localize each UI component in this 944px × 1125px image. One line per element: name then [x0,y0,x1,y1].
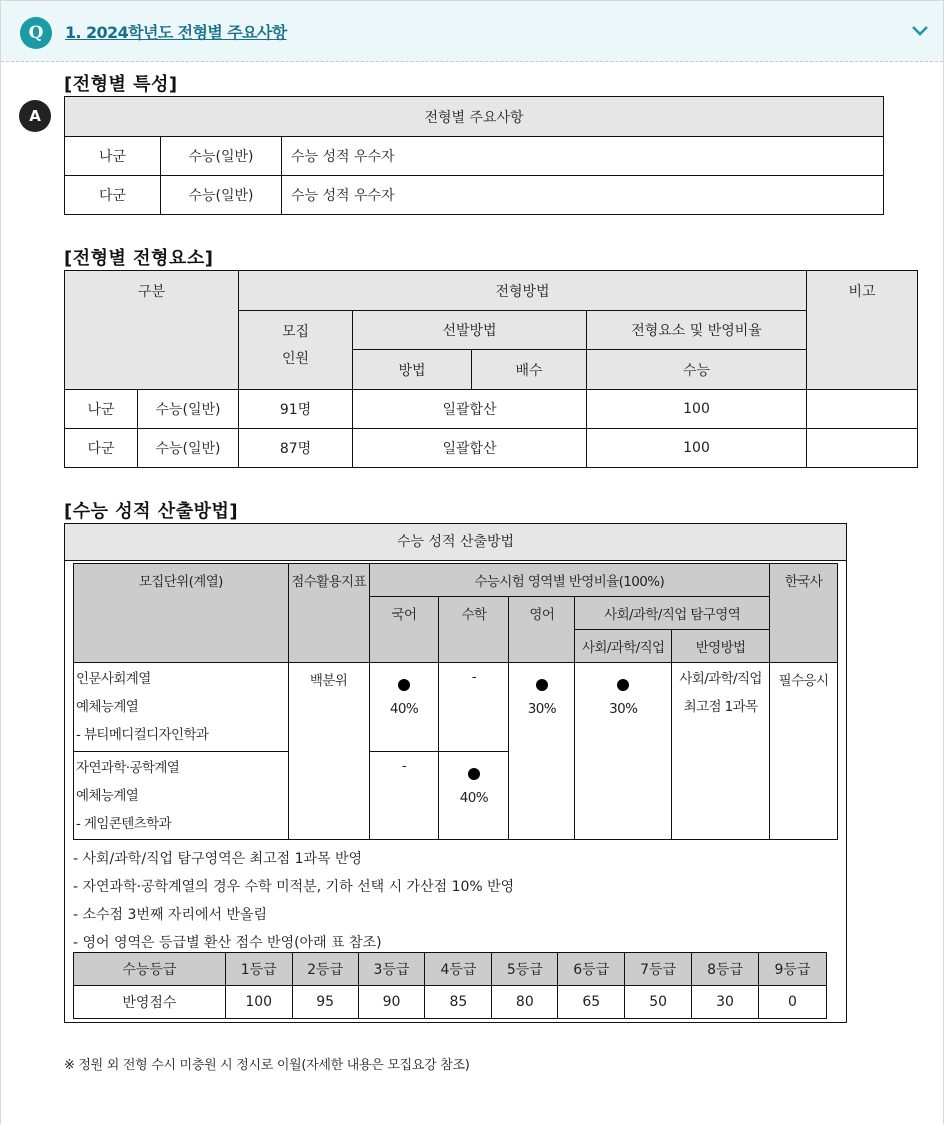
grade-cell: 3등급 [358,953,425,986]
inquiry-method-cell [672,663,770,840]
inquiry-method-line: 최고점 1과목 [683,699,758,715]
score-cell: 90 [358,986,425,1019]
table-row [65,429,918,468]
type-cell: 수능(일반) [161,176,282,215]
score-cell: 95 [292,986,358,1019]
selection-cell: 일괄합산 [353,429,587,468]
desc-cell: 수능 성적 우수자 [282,176,884,215]
selection-cell: 일괄합산 [353,390,587,429]
note-item: - 사회/과학/직업 탐구영역은 최고점 1과목 반영 [73,851,363,867]
section-title-calculation: [수능 성적 산출방법] [64,501,239,522]
score-label: 반영점수 [74,986,226,1019]
table-header: 전형별 주요사항 [65,97,884,137]
group-cell: 나군 [65,137,161,176]
grade-cell: 1등급 [225,953,292,986]
english-cell [509,663,575,840]
elements-table [64,270,918,468]
group-cell: 나군 [65,390,138,429]
math-value: 40% [459,790,489,806]
index-cell: 백분위 [288,663,369,840]
korean-cell [369,663,439,752]
calculation-table [73,563,838,840]
score-cell: 80 [492,986,558,1019]
note-item: - 영어 영역은 등급별 환산 점수 반영(아래 표 참조) [73,935,382,951]
filled-circle-icon [617,679,629,691]
section-title-elements: [전형별 전형요소] [64,248,214,269]
math-cell [439,752,509,840]
quota-cell: 91명 [239,390,353,429]
quota-header-line: 인원 [281,351,310,367]
group-cell: 다군 [65,176,161,215]
score-cell: 100 [225,986,292,1019]
score-cell: 30 [692,986,759,1019]
question-title-link[interactable]: 1. 2024학년도 전형별 주요사항 [65,23,287,42]
unit-cell [74,752,289,840]
multiple-header: 배수 [472,350,587,390]
chevron-down-icon[interactable] [911,25,929,37]
ratio-header: 수능시험 영역별 반영비율(100%) [369,564,770,597]
table-row [65,390,918,429]
inquiry-cell [575,663,672,840]
unit-line: - 뷰티메디컬디자인학과 [76,727,209,743]
score-cell: 0 [759,986,827,1019]
section-title-characteristics: [전형별 특성] [64,74,178,95]
math-cell: - [439,663,509,752]
korean-value: 40% [389,701,419,717]
quota-header-line: 모집 [281,324,310,340]
inquiry-value: 30% [609,701,638,717]
unit-cell [74,663,289,752]
filled-circle-icon [468,768,480,780]
unit-line: 자연과학·공학계열 [76,760,180,776]
question-badge: Q [20,17,52,49]
desc-cell: 수능 성적 우수자 [282,137,884,176]
grade-label: 수능등급 [74,953,226,986]
quota-cell: 87명 [239,429,353,468]
unit-header: 모집단위(계열) [74,564,289,663]
grade-cell: 5등급 [492,953,558,986]
type-cell: 수능(일반) [138,390,239,429]
method-header: 전형방법 [239,271,807,311]
inquiry-sub-header: 사회/과학/직업 [575,630,672,663]
unit-line: 예체능계열 [76,699,139,715]
faq-question-bar[interactable] [1,1,943,62]
way-header: 방법 [353,350,472,390]
grade-cell: 2등급 [292,953,358,986]
note-item: - 자연과학·공학계열의 경우 수학 미적분, 기하 선택 시 가산점 10% 반영 [73,879,515,895]
csat-header: 수능 [587,350,807,390]
table-row [74,663,838,752]
quota-header [239,311,353,390]
english-header: 영어 [509,597,575,663]
inquiry-method-header: 반영방법 [672,630,770,663]
grade-cell: 9등급 [759,953,827,986]
filled-circle-icon [398,679,410,691]
korean-cell: - [369,752,439,840]
group-cell: 다군 [65,429,138,468]
answer-badge: A [19,100,51,132]
note-cell [807,429,918,468]
score-cell: 50 [625,986,692,1019]
characteristics-table [64,96,884,215]
elements-header: 전형요소 및 반영비율 [587,311,807,350]
grade-cell: 8등급 [692,953,759,986]
note-item: - 소수점 3번째 자리에서 반올림 [73,907,268,923]
note-header: 비고 [807,271,918,390]
note-cell [807,390,918,429]
index-header: 점수활용지표 [288,564,369,663]
inquiry-header: 사회/과학/직업 탐구영역 [575,597,770,630]
calculation-box-header: 수능 성적 산출방법 [65,524,846,561]
footnote: ※ 정원 외 전형 수시 미충원 시 정시로 이월(자세한 내용은 모집요강 참조) [64,1058,470,1073]
english-grade-table [73,952,827,1019]
grade-cell: 6등급 [558,953,625,986]
calculation-notes [73,845,514,957]
math-header: 수학 [439,597,509,663]
unit-line: - 게임콘텐츠학과 [76,816,172,832]
table-row [65,176,884,215]
filled-circle-icon [536,679,548,691]
type-cell: 수능(일반) [138,429,239,468]
csat-cell: 100 [587,390,807,429]
csat-cell: 100 [587,429,807,468]
korean-header: 국어 [369,597,439,663]
category-header: 구분 [65,271,239,390]
unit-line: 예체능계열 [76,788,139,804]
unit-line: 인문사회계열 [76,671,151,687]
type-cell: 수능(일반) [161,137,282,176]
table-row [65,137,884,176]
inquiry-method-line: 사회/과학/직업 [679,671,762,687]
grade-cell: 4등급 [425,953,492,986]
grade-cell: 7등급 [625,953,692,986]
history-cell: 필수응시 [770,663,838,840]
history-header: 한국사 [770,564,838,663]
score-cell: 85 [425,986,492,1019]
selection-header: 선발방법 [353,311,587,350]
english-value: 30% [527,701,556,717]
score-cell: 65 [558,986,625,1019]
